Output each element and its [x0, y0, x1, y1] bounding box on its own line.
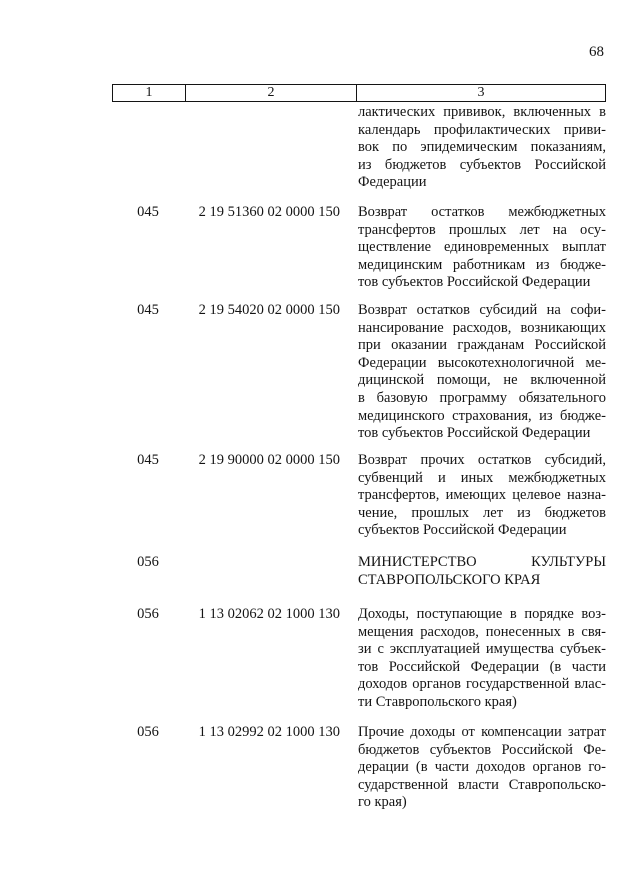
description-line: сударственной власти Ставропольско-: [358, 776, 606, 793]
description-line: ти Ставропольского края): [358, 693, 517, 710]
table-header: [112, 84, 606, 102]
description-line: Доходы, поступающие в порядке воз-: [358, 606, 606, 622]
admin-code: 045: [137, 452, 159, 468]
header-col-1: 1: [113, 85, 186, 101]
admin-code: 056: [137, 554, 159, 570]
description-line: медицинского страхования, из бюдже-: [358, 407, 606, 424]
description-line: бюджетов субъектов Российской Фе-: [358, 741, 606, 758]
description: [358, 302, 606, 443]
admin-code: 056: [137, 606, 159, 622]
description-line: дерации (в части доходов органов го-: [358, 759, 606, 776]
description: [358, 204, 606, 292]
description: [358, 104, 606, 192]
admin-code: 056: [137, 724, 159, 740]
description-line: нансирование расходов, возникающих: [358, 319, 606, 336]
description-line: лактических прививок, включенных в: [358, 104, 606, 120]
description-line: МИНИСТЕРСТВО КУЛЬТУРЫ: [358, 554, 606, 570]
description-line: при оказании гражданам Российской: [358, 337, 606, 354]
description-line: ществление единовременных выплат: [358, 239, 606, 256]
description-line: мещения расходов, понесенных в свя-: [358, 623, 606, 640]
description: [358, 606, 606, 712]
budget-code: 2 19 90000 02 0000 150: [198, 452, 340, 468]
description-line: Прочие доходы от компенсации затрат: [358, 724, 606, 740]
header-col-3: 3: [477, 85, 485, 100]
description-line: доходов органов государственной влас-: [358, 676, 606, 693]
description-line: Возврат прочих остатков субсидий,: [358, 452, 606, 468]
description-line: зи с эксплуатацией имущества субъек-: [358, 641, 606, 658]
description-line: субъектов Российской Федерации: [358, 522, 567, 539]
description-line: Федерации: [358, 174, 427, 191]
admin-code: 045: [137, 302, 159, 318]
description-line: дицинской помощи, не включенной: [358, 372, 606, 389]
admin-code: 045: [137, 204, 159, 220]
description-line: субвенций и иных межбюджетных: [358, 469, 606, 486]
budget-code: 1 13 02062 02 1000 130: [198, 606, 340, 622]
description-line: календарь профилактических приви-: [358, 121, 606, 138]
description-line: вок по эпидемическим показаниям,: [358, 139, 606, 156]
description-line: медицинским работникам из бюдже-: [358, 256, 606, 273]
budget-code: 2 19 51360 02 0000 150: [198, 204, 340, 220]
header-col-2: 2: [186, 85, 357, 101]
page-number: 68: [589, 44, 604, 60]
description-line: трансфертов прошлых лет на осу-: [358, 221, 606, 238]
description-line: в базовую программу обязательного: [358, 389, 606, 406]
budget-code: 1 13 02992 02 1000 130: [198, 724, 340, 740]
description-line: Возврат остатков межбюджетных: [358, 204, 606, 220]
description: [358, 724, 606, 812]
description-line: тов субъектов Российской Федерации: [358, 274, 591, 291]
description-line: из бюджетов субъектов Российской: [358, 156, 606, 173]
description-line: тов субъектов Российской Федерации: [358, 425, 591, 442]
description-line: Федерации высокотехнологичной ме-: [358, 354, 606, 371]
description-line: го края): [358, 794, 407, 811]
description-line: трансфертов, имеющих целевое назна-: [358, 487, 606, 504]
description-line: СТАВРОПОЛЬСКОГО КРАЯ: [358, 571, 541, 588]
description-line: чение, прошлых лет из бюджетов: [358, 504, 606, 521]
budget-code: 2 19 54020 02 0000 150: [198, 302, 340, 318]
description: [358, 554, 606, 589]
description: [358, 452, 606, 540]
description-line: тов Российской Федерации (в части: [358, 658, 606, 675]
description-line: Возврат остатков субсидий на софи-: [358, 302, 606, 318]
